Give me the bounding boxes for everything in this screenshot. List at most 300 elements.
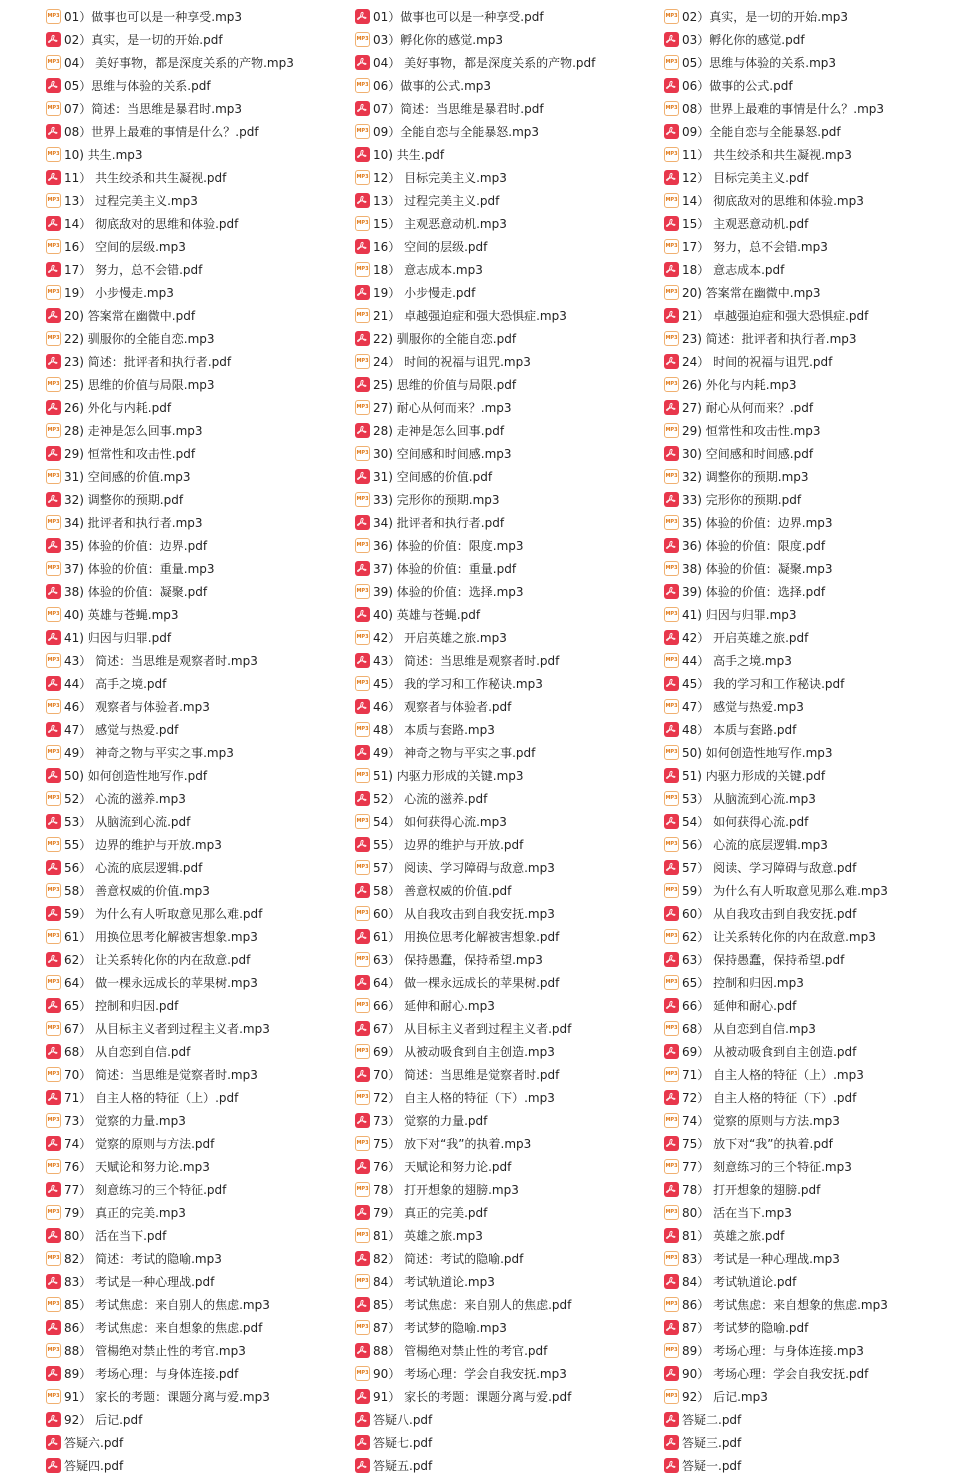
- file-item[interactable]: [46, 281, 294, 304]
- file-item[interactable]: [664, 235, 888, 258]
- file-item[interactable]: [664, 971, 888, 994]
- pdf-file-icon: [46, 354, 61, 369]
- pdf-file-icon: [355, 1251, 370, 1266]
- mp3-icon-label: MP3: [47, 795, 60, 801]
- file-name: 87） 考试梦的隐喻.mp3: [373, 1321, 507, 1335]
- pdf-file-icon: [46, 1458, 61, 1473]
- file-item[interactable]: [46, 1293, 294, 1316]
- file-item[interactable]: [46, 235, 294, 258]
- file-item[interactable]: [664, 672, 888, 695]
- pdf-file-icon: [664, 768, 679, 783]
- file-item[interactable]: [664, 258, 888, 281]
- file-item[interactable]: [664, 1362, 888, 1385]
- file-item[interactable]: [46, 741, 294, 764]
- file-item[interactable]: [664, 534, 888, 557]
- file-item[interactable]: [355, 833, 595, 856]
- pdf-file-icon: [664, 216, 679, 231]
- mp3-icon-label: MP3: [665, 1393, 678, 1399]
- mp3-file-icon: [46, 285, 61, 300]
- file-item[interactable]: [664, 626, 888, 649]
- file-item[interactable]: [46, 925, 294, 948]
- file-item[interactable]: [355, 879, 595, 902]
- file-name: 20) 答案常在幽微中.pdf: [64, 309, 196, 323]
- file-item[interactable]: [46, 1247, 294, 1270]
- pdf-file-icon: [355, 1412, 370, 1427]
- file-item[interactable]: [46, 1040, 294, 1063]
- file-item[interactable]: [664, 856, 888, 879]
- file-item[interactable]: [355, 557, 595, 580]
- mp3-file-icon: [355, 78, 370, 93]
- pdf-file-icon: [664, 860, 679, 875]
- file-name: 答疑四.pdf: [64, 1459, 124, 1473]
- mp3-icon-label: MP3: [665, 1209, 678, 1215]
- file-item[interactable]: [46, 902, 294, 925]
- file-item[interactable]: [664, 718, 888, 741]
- mp3-icon-label: MP3: [665, 703, 678, 709]
- file-item[interactable]: [46, 143, 294, 166]
- file-item[interactable]: [664, 1454, 888, 1477]
- file-name: 65） 控制和归因.mp3: [682, 976, 804, 990]
- file-item[interactable]: [355, 1201, 595, 1224]
- file-name: 37) 体验的价值：重量.pdf: [373, 562, 517, 576]
- file-item[interactable]: [664, 1201, 888, 1224]
- file-name: 07）简述：当思维是暴君时.mp3: [64, 102, 243, 116]
- mp3-file-icon: [664, 837, 679, 852]
- mp3-file-icon: [46, 101, 61, 116]
- file-name: 74） 觉察的原则与方法.pdf: [64, 1137, 215, 1151]
- mp3-icon-label: MP3: [356, 818, 369, 824]
- pdf-file-icon: [355, 55, 370, 70]
- file-item[interactable]: [46, 304, 294, 327]
- file-name: 05）思维与体验的关系.pdf: [64, 79, 211, 93]
- file-item[interactable]: [355, 1178, 595, 1201]
- file-item[interactable]: [355, 1086, 595, 1109]
- file-item[interactable]: [355, 603, 595, 626]
- file-item[interactable]: [664, 741, 888, 764]
- file-item[interactable]: [664, 557, 888, 580]
- file-item[interactable]: [46, 856, 294, 879]
- file-item[interactable]: [46, 672, 294, 695]
- file-name: 79） 真正的完美.pdf: [373, 1206, 488, 1220]
- pdf-file-icon: [46, 860, 61, 875]
- file-name: 83） 考试是一种心理战.mp3: [682, 1252, 840, 1266]
- file-item[interactable]: [355, 672, 595, 695]
- file-item[interactable]: [355, 1339, 595, 1362]
- mp3-icon-label: MP3: [47, 13, 60, 19]
- file-item[interactable]: [355, 1293, 595, 1316]
- file-item[interactable]: [355, 1224, 595, 1247]
- pdf-file-icon: [664, 446, 679, 461]
- file-item[interactable]: [664, 442, 888, 465]
- mp3-icon-label: MP3: [356, 1140, 369, 1146]
- file-name: 11） 共生绞杀和共生凝视.pdf: [64, 171, 227, 185]
- file-item[interactable]: [46, 1017, 294, 1040]
- file-item[interactable]: [664, 833, 888, 856]
- file-name: 66） 延伸和耐心.pdf: [682, 999, 797, 1013]
- file-item[interactable]: [664, 189, 888, 212]
- file-item[interactable]: [46, 1362, 294, 1385]
- file-item[interactable]: [46, 465, 294, 488]
- file-item[interactable]: [664, 212, 888, 235]
- file-item[interactable]: [46, 120, 294, 143]
- mp3-icon-label: MP3: [356, 358, 369, 364]
- pdf-file-icon: [46, 32, 61, 47]
- file-item[interactable]: [355, 925, 595, 948]
- pdf-file-icon: [664, 538, 679, 553]
- file-item[interactable]: [664, 580, 888, 603]
- file-item[interactable]: [355, 51, 595, 74]
- file-item[interactable]: [664, 1385, 888, 1408]
- file-name: 答疑二.pdf: [682, 1413, 742, 1427]
- file-item[interactable]: [664, 166, 888, 189]
- file-item[interactable]: [46, 166, 294, 189]
- file-item[interactable]: [355, 189, 595, 212]
- mp3-icon-label: MP3: [47, 381, 60, 387]
- mp3-icon-label: MP3: [47, 1393, 60, 1399]
- mp3-file-icon: [46, 1389, 61, 1404]
- file-item[interactable]: [46, 994, 294, 1017]
- file-item[interactable]: [46, 396, 294, 419]
- file-item[interactable]: [46, 1385, 294, 1408]
- file-item[interactable]: [355, 419, 595, 442]
- file-column-2: [355, 5, 595, 1477]
- file-item[interactable]: [664, 28, 888, 51]
- pdf-file-icon: [664, 1412, 679, 1427]
- file-name: 22) 驯服你的全能自恋.pdf: [373, 332, 517, 346]
- file-name: 42） 开启英雄之旅.pdf: [682, 631, 809, 645]
- file-item[interactable]: [46, 511, 294, 534]
- file-item[interactable]: [664, 1178, 888, 1201]
- file-name: 49） 神奇之物与平实之事.pdf: [373, 746, 536, 760]
- pdf-file-icon: [46, 1435, 61, 1450]
- file-item[interactable]: [355, 304, 595, 327]
- file-item[interactable]: [355, 649, 595, 672]
- mp3-icon-label: MP3: [665, 427, 678, 433]
- mp3-icon-label: MP3: [356, 588, 369, 594]
- file-item[interactable]: [46, 350, 294, 373]
- file-item[interactable]: [664, 1293, 888, 1316]
- file-item[interactable]: [46, 419, 294, 442]
- mp3-icon-label: MP3: [47, 1163, 60, 1169]
- file-item[interactable]: [46, 534, 294, 557]
- mp3-file-icon: [664, 1389, 679, 1404]
- file-item[interactable]: [664, 488, 888, 511]
- mp3-icon-label: MP3: [356, 1002, 369, 1008]
- file-name: 73） 觉察的力量.pdf: [373, 1114, 488, 1128]
- file-item[interactable]: [46, 718, 294, 741]
- file-item[interactable]: [46, 1224, 294, 1247]
- file-item[interactable]: [355, 166, 595, 189]
- file-name: 51) 内驱力形成的关键.mp3: [373, 769, 524, 783]
- file-item[interactable]: [355, 971, 595, 994]
- file-item[interactable]: [355, 235, 595, 258]
- file-item[interactable]: [664, 419, 888, 442]
- file-item[interactable]: [355, 396, 595, 419]
- file-item[interactable]: [355, 626, 595, 649]
- mp3-file-icon: [664, 331, 679, 346]
- file-item[interactable]: [664, 902, 888, 925]
- file-item[interactable]: [664, 511, 888, 534]
- file-item[interactable]: [355, 1385, 595, 1408]
- file-item[interactable]: [664, 948, 888, 971]
- file-item[interactable]: [664, 1132, 888, 1155]
- file-item[interactable]: [46, 212, 294, 235]
- file-item[interactable]: [355, 718, 595, 741]
- file-name: 83） 考试是一种心理战.pdf: [64, 1275, 215, 1289]
- file-item[interactable]: [355, 120, 595, 143]
- file-item[interactable]: [46, 626, 294, 649]
- file-item[interactable]: [46, 28, 294, 51]
- file-item[interactable]: [355, 373, 595, 396]
- file-item[interactable]: [46, 833, 294, 856]
- file-name: 17） 努力，总不会错.pdf: [64, 263, 203, 277]
- pdf-file-icon: [355, 791, 370, 806]
- file-item[interactable]: [355, 212, 595, 235]
- file-item[interactable]: [46, 327, 294, 350]
- mp3-file-icon: [46, 1021, 61, 1036]
- file-item[interactable]: [355, 948, 595, 971]
- file-item[interactable]: [46, 603, 294, 626]
- mp3-icon-label: MP3: [356, 680, 369, 686]
- mp3-file-icon: [46, 147, 61, 162]
- file-name: 35) 体验的价值：边界.pdf: [64, 539, 208, 553]
- file-item[interactable]: [355, 1316, 595, 1339]
- mp3-file-icon: [355, 308, 370, 323]
- file-item[interactable]: [355, 902, 595, 925]
- file-item[interactable]: [664, 281, 888, 304]
- file-item[interactable]: [664, 1431, 888, 1454]
- file-name: 45） 我的学习和工作秘诀.mp3: [373, 677, 543, 691]
- file-item[interactable]: [46, 1454, 294, 1477]
- file-item[interactable]: [46, 373, 294, 396]
- pdf-file-icon: [46, 170, 61, 185]
- file-item[interactable]: [355, 1431, 595, 1454]
- file-item[interactable]: [664, 1086, 888, 1109]
- file-item[interactable]: [46, 1109, 294, 1132]
- mp3-icon-label: MP3: [665, 1025, 678, 1031]
- file-item[interactable]: [355, 1017, 595, 1040]
- file-item[interactable]: [664, 603, 888, 626]
- file-item[interactable]: [46, 1201, 294, 1224]
- file-item[interactable]: [46, 1431, 294, 1454]
- mp3-icon-label: MP3: [356, 542, 369, 548]
- file-item[interactable]: [355, 741, 595, 764]
- file-item[interactable]: [355, 1109, 595, 1132]
- file-item[interactable]: [355, 1270, 595, 1293]
- file-item[interactable]: [355, 442, 595, 465]
- file-item[interactable]: [46, 557, 294, 580]
- file-item[interactable]: [664, 1316, 888, 1339]
- file-item[interactable]: [664, 396, 888, 419]
- file-name: 63） 保持愚蠢，保持希望.mp3: [373, 953, 543, 967]
- file-name: 03）孵化你的感觉.mp3: [373, 33, 504, 47]
- file-item[interactable]: [664, 1109, 888, 1132]
- file-name: 23) 简述：批评者和执行者.mp3: [682, 332, 857, 346]
- file-item[interactable]: [46, 51, 294, 74]
- file-item[interactable]: [355, 1063, 595, 1086]
- mp3-icon-label: MP3: [47, 59, 60, 65]
- file-item[interactable]: [46, 649, 294, 672]
- file-name: 10) 共生.mp3: [64, 148, 143, 162]
- file-name: 54） 如何获得心流.mp3: [373, 815, 507, 829]
- file-item[interactable]: [355, 350, 595, 373]
- file-item[interactable]: [355, 327, 595, 350]
- file-name: 92） 后记.mp3: [682, 1390, 768, 1404]
- pdf-file-icon: [355, 515, 370, 530]
- file-item[interactable]: [46, 695, 294, 718]
- file-item[interactable]: [355, 1408, 595, 1431]
- pdf-file-icon: [46, 1182, 61, 1197]
- file-item[interactable]: [46, 1063, 294, 1086]
- file-item[interactable]: [46, 1316, 294, 1339]
- pdf-file-icon: [46, 584, 61, 599]
- file-item[interactable]: [46, 810, 294, 833]
- pdf-file-icon: [46, 1274, 61, 1289]
- file-item[interactable]: [355, 97, 595, 120]
- file-item[interactable]: [355, 1132, 595, 1155]
- pdf-file-icon: [664, 630, 679, 645]
- file-item[interactable]: [355, 810, 595, 833]
- file-item[interactable]: [664, 1408, 888, 1431]
- file-item[interactable]: [46, 879, 294, 902]
- mp3-icon-label: MP3: [47, 1209, 60, 1215]
- file-name: 08）世界上最难的事情是什么？.pdf: [64, 125, 259, 139]
- mp3-file-icon: [46, 193, 61, 208]
- file-item[interactable]: [46, 764, 294, 787]
- file-item[interactable]: [46, 1155, 294, 1178]
- file-item[interactable]: [664, 1017, 888, 1040]
- file-name: 67） 从目标主义者到过程主义者.pdf: [373, 1022, 572, 1036]
- file-name: 33) 完形你的预期.mp3: [373, 493, 500, 507]
- file-item[interactable]: [664, 649, 888, 672]
- file-item[interactable]: [664, 1063, 888, 1086]
- pdf-file-icon: [664, 170, 679, 185]
- file-item[interactable]: [46, 1086, 294, 1109]
- file-item[interactable]: [355, 5, 595, 28]
- file-item[interactable]: [664, 74, 888, 97]
- file-name: 91） 家长的考题：课题分离与爱.mp3: [64, 1390, 270, 1404]
- file-name: 81） 英雄之旅.mp3: [373, 1229, 483, 1243]
- file-item[interactable]: [664, 994, 888, 1017]
- file-item[interactable]: [46, 189, 294, 212]
- file-item[interactable]: [46, 971, 294, 994]
- file-item[interactable]: [355, 1247, 595, 1270]
- file-item[interactable]: [46, 1339, 294, 1362]
- file-name: 04） 美好事物，都是深度关系的产物.pdf: [373, 56, 596, 70]
- file-name: 45） 我的学习和工作秘诀.pdf: [682, 677, 845, 691]
- file-item[interactable]: [355, 1155, 595, 1178]
- file-item[interactable]: [46, 1408, 294, 1431]
- file-item[interactable]: [355, 534, 595, 557]
- mp3-file-icon: [664, 883, 679, 898]
- file-item[interactable]: [355, 258, 595, 281]
- file-item[interactable]: [664, 120, 888, 143]
- mp3-icon-label: MP3: [356, 82, 369, 88]
- file-item[interactable]: [46, 787, 294, 810]
- file-item[interactable]: [664, 350, 888, 373]
- file-item[interactable]: [664, 695, 888, 718]
- file-item[interactable]: [355, 281, 595, 304]
- file-item[interactable]: [46, 5, 294, 28]
- file-item[interactable]: [355, 74, 595, 97]
- file-item[interactable]: [664, 1270, 888, 1293]
- mp3-icon-label: MP3: [665, 657, 678, 663]
- file-item[interactable]: [46, 74, 294, 97]
- file-item[interactable]: [355, 580, 595, 603]
- file-name: 27) 耐心从何而来？.mp3: [373, 401, 512, 415]
- file-item[interactable]: [664, 465, 888, 488]
- file-name: 60） 从自我攻击到自我安抚.mp3: [373, 907, 555, 921]
- file-item[interactable]: [664, 1155, 888, 1178]
- file-item[interactable]: [664, 1040, 888, 1063]
- mp3-file-icon: [664, 1205, 679, 1220]
- file-item[interactable]: [664, 304, 888, 327]
- file-item[interactable]: [664, 764, 888, 787]
- file-item[interactable]: [46, 948, 294, 971]
- file-item[interactable]: [664, 5, 888, 28]
- file-item[interactable]: [355, 1040, 595, 1063]
- file-item[interactable]: [355, 488, 595, 511]
- file-item[interactable]: [355, 143, 595, 166]
- mp3-icon-label: MP3: [356, 1186, 369, 1192]
- file-item[interactable]: [664, 327, 888, 350]
- file-item[interactable]: [46, 442, 294, 465]
- file-name: 14） 彻底敌对的思维和体验.mp3: [682, 194, 864, 208]
- file-name: 37) 体验的价值：重量.mp3: [64, 562, 215, 576]
- mp3-icon-label: MP3: [47, 1255, 60, 1261]
- file-item[interactable]: [46, 258, 294, 281]
- file-item[interactable]: [664, 373, 888, 396]
- file-item[interactable]: [355, 511, 595, 534]
- mp3-icon-label: MP3: [47, 565, 60, 571]
- file-item[interactable]: [46, 1178, 294, 1201]
- file-item[interactable]: [664, 879, 888, 902]
- file-item[interactable]: [355, 1454, 595, 1477]
- file-item[interactable]: [46, 97, 294, 120]
- file-item[interactable]: [355, 28, 595, 51]
- file-item[interactable]: [664, 97, 888, 120]
- file-item[interactable]: [664, 51, 888, 74]
- file-column-3: [664, 5, 888, 1477]
- file-item[interactable]: [664, 143, 888, 166]
- pdf-file-icon: [46, 262, 61, 277]
- pdf-file-icon: [46, 814, 61, 829]
- file-item[interactable]: [355, 856, 595, 879]
- file-item[interactable]: [355, 787, 595, 810]
- file-item[interactable]: [355, 1362, 595, 1385]
- file-item[interactable]: [46, 580, 294, 603]
- file-name: 44） 高手之境.pdf: [64, 677, 167, 691]
- file-item[interactable]: [664, 1247, 888, 1270]
- file-name: 63） 保持愚蠢，保持希望.pdf: [682, 953, 845, 967]
- file-item[interactable]: [46, 488, 294, 511]
- mp3-icon-label: MP3: [665, 289, 678, 295]
- file-item[interactable]: [355, 695, 595, 718]
- file-item[interactable]: [664, 925, 888, 948]
- file-item[interactable]: [664, 1224, 888, 1247]
- file-item[interactable]: [355, 994, 595, 1017]
- file-item[interactable]: [355, 764, 595, 787]
- file-item[interactable]: [355, 465, 595, 488]
- mp3-file-icon: [46, 607, 61, 622]
- file-item[interactable]: [664, 810, 888, 833]
- file-item[interactable]: [664, 787, 888, 810]
- file-item[interactable]: [664, 1339, 888, 1362]
- file-item[interactable]: [46, 1132, 294, 1155]
- file-item[interactable]: [46, 1270, 294, 1293]
- file-name: 66） 延伸和耐心.mp3: [373, 999, 495, 1013]
- mp3-file-icon: [46, 883, 61, 898]
